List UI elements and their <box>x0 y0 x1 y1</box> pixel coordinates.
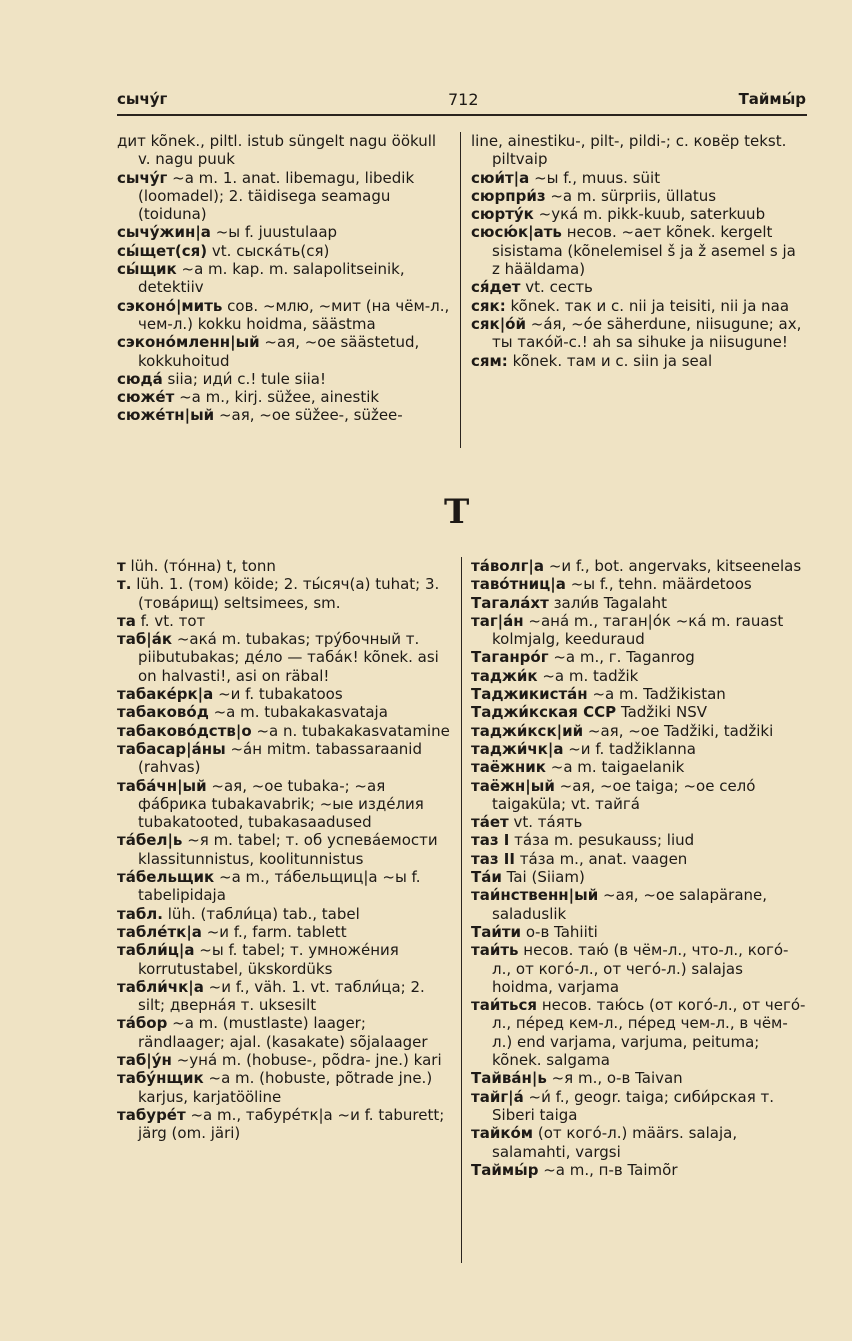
entry-headword: табу́нщик <box>117 1069 204 1088</box>
dictionary-entry <box>117 132 450 169</box>
entry-headword: таи́ть <box>471 941 519 960</box>
entry-definition: ~а m. sürpriis, üllatus <box>550 186 717 205</box>
dictionary-entry <box>117 868 450 905</box>
entry-definition: ~а m. 1. anat. libemagu, libedik (loomadel); 2. täidisega seamagu (toiduna) <box>138 168 415 224</box>
entry-definition: ~и f., väh. 1. vt. табли́ца; 2. silt; дверна́я т. uksesilt <box>138 977 425 1015</box>
dictionary-entry <box>117 740 450 777</box>
dictionary-entry <box>471 205 807 223</box>
dictionary-entry <box>471 1124 807 1161</box>
dictionary-entry <box>117 831 450 868</box>
dictionary-entry <box>117 406 450 424</box>
column-divider-bottom <box>461 557 462 1263</box>
entry-definition: ~а m. taigaelanik <box>550 758 685 777</box>
entry-headword: таёжник <box>471 758 546 777</box>
entry-headword: сычу́г <box>117 168 168 187</box>
entry-definition: ~и f., farm. tablett <box>206 922 347 941</box>
dictionary-entry <box>117 978 450 1015</box>
entry-headword: таба́чн|ый <box>117 776 207 795</box>
entry-headword: сюже́т <box>117 388 175 407</box>
entry-definition: ~а m., п-в Taimõr <box>543 1160 678 1179</box>
entry-headword: Тагала́хт <box>471 593 549 612</box>
dictionary-entry <box>117 1014 450 1051</box>
dictionary-entry <box>117 703 450 721</box>
entry-definition: ~ана́ m., таган|о́к ~ка́ m. rauast kolmjalg, keeduraud <box>492 611 784 649</box>
dictionary-entry <box>117 260 450 297</box>
entry-headword: сюрту́к <box>471 205 534 224</box>
dictionary-entry <box>117 685 450 703</box>
dictionary-entry <box>471 594 807 612</box>
dictionary-entry <box>471 1069 807 1087</box>
entry-definition: kõnek. там и с. siin ja seal <box>512 351 713 370</box>
dictionary-entry <box>471 777 807 814</box>
entry-definition: Tai (Siiam) <box>506 868 585 887</box>
entry-definition: kõnek. так и с. nii ja teisiti, nii ja naa <box>510 296 790 315</box>
entry-headword: т. <box>117 575 132 594</box>
entry-definition: ~ы f., muus. süit <box>534 168 661 187</box>
entry-headword: ся́дет <box>471 278 521 297</box>
entry-headword: сы́щет(ся) <box>117 241 208 260</box>
entry-headword: тайг|а́ <box>471 1087 524 1106</box>
dictionary-entry <box>117 297 450 334</box>
entry-definition: ~ая, ~ое süžee-, süžee- <box>218 406 403 425</box>
entry-headword: сэконо́мленн|ый <box>117 333 260 352</box>
dictionary-entry <box>117 722 450 740</box>
entry-definition: ~а m., та́бельщиц|а ~ы f. tabelipidaja <box>138 868 421 905</box>
dictionary-entry <box>471 685 807 703</box>
dictionary-entry <box>471 132 807 169</box>
entry-definition: ~а́я, ~о́е säherdune, niisugune; ах, ты тако́й-с.! ah sa sihuke ja niisugune! <box>492 314 802 352</box>
entry-definition: ~а m., г. Taganrog <box>553 648 695 667</box>
entry-headword: Таганро́г <box>471 648 549 667</box>
dictionary-entry <box>117 905 450 923</box>
dictionary-entry <box>471 575 807 593</box>
entry-definition: ~ы f., tehn. määrdetoos <box>570 575 752 594</box>
entry-headword: Таджикиста́н <box>471 685 588 704</box>
bottom-right-column <box>471 557 807 1179</box>
dictionary-entry <box>471 667 807 685</box>
entry-headword: таи́нственн|ый <box>471 886 599 905</box>
entry-headword: табаково́дств|о <box>117 721 252 740</box>
dictionary-entry <box>471 886 807 923</box>
entry-definition: дит kõnek., piltl. istub süngelt nagu öökull v. nagu puuk <box>117 132 437 169</box>
entry-headword: тайко́м <box>471 1124 534 1143</box>
dictionary-entry <box>117 1069 450 1106</box>
entry-definition: f. vt. тот <box>140 611 206 630</box>
dictionary-entry <box>471 1161 807 1179</box>
entry-headword: табуре́т <box>117 1105 186 1124</box>
entry-definition: ~а m. tadžik <box>542 666 639 685</box>
entry-definition: несов. таю́сь (от кого́-л., от чего́-л., пе́ред кем-л., пе́ред чем-л., в чём-л.) end varjama, varjuma, peituma; kõnek. salgama <box>492 996 806 1070</box>
top-left-column <box>117 132 450 425</box>
entry-headword: сюсю́к|ать <box>471 223 562 242</box>
entry-definition: ~и f., bot. angervaks, kitseenelas <box>548 557 802 575</box>
entry-headword: таи́ться <box>471 996 538 1015</box>
entry-definition: ~а m., табуре́тк|а ~и f. taburett; järg (om. järi) <box>138 1105 445 1143</box>
entry-headword: таг|а́н <box>471 611 524 630</box>
dictionary-entry <box>471 315 807 352</box>
entry-definition: ~и f. tadžiklanna <box>568 739 696 758</box>
entry-headword: сы́щик <box>117 260 177 279</box>
entry-headword: та́бел|ь <box>117 831 183 850</box>
dictionary-entry <box>117 557 450 575</box>
dictionary-entry <box>117 923 450 941</box>
entry-headword: таджи́кск|ий <box>471 721 584 740</box>
entry-definition: ~и́ f., geogr. taiga; сиби́рская т. Siberi taiga <box>492 1087 774 1124</box>
entry-definition: line, ainestiku-, pilt-, pildi-; с. ковёр tekst. piltvaip <box>471 132 787 169</box>
entry-definition: ~ая, ~ое salapärane, saladuslik <box>492 886 768 923</box>
entry-headword: табаке́рк|а <box>117 685 214 704</box>
dictionary-entry <box>117 333 450 370</box>
dictionary-entry <box>471 297 807 315</box>
entry-headword: сэконо́|мить <box>117 296 223 315</box>
dictionary-entry <box>471 740 807 758</box>
entry-definition: vt. сыска́ть(ся) <box>211 241 330 260</box>
entry-headword: табли́чк|а <box>117 977 204 996</box>
entry-definition: ~ы f. juustulaap <box>215 223 338 242</box>
entry-definition: lüh. (табли́ца) tab., tabel <box>167 904 360 923</box>
entry-definition: Tadžiki NSV <box>620 703 707 722</box>
entry-definition: ~а n. tubakakasvatamine <box>256 721 450 740</box>
page-number: 712 <box>448 90 479 109</box>
dictionary-entry <box>117 630 450 685</box>
entry-headword: та <box>117 611 136 630</box>
dictionary-entry <box>471 648 807 666</box>
entry-definition: ~а́н mitm. tabassaraanid (rahvas) <box>138 739 422 777</box>
entry-headword: сюда́ <box>117 369 163 388</box>
entry-headword: табл. <box>117 904 163 923</box>
entry-headword: сюже́тн|ый <box>117 406 215 425</box>
entry-headword: сюрпри́з <box>471 186 546 205</box>
entry-definition: та́за m. pesukauss; liud <box>514 831 695 850</box>
header-right-guideword: Таймы́р <box>738 90 806 108</box>
entry-headword: сычу́жин|а <box>117 223 211 242</box>
entry-definition: (от кого́-л.) määrs. salaja, salamahti, vargsi <box>492 1124 738 1161</box>
section-letter: Т <box>444 492 470 532</box>
entry-headword: таёжн|ый <box>471 776 555 795</box>
entry-definition: ~ака́ m. tubakas; тру́бочный т. piibutubakas; де́ло — таба́к! kõnek. asi on halvasti!, asi on räbal! <box>138 630 439 685</box>
entry-headword: сюи́т|а <box>471 168 530 187</box>
entry-definition: ~ая, ~ое taiga; ~ое село́ taigaküla; vt. тайга́ <box>492 776 756 813</box>
dictionary-entry <box>471 758 807 776</box>
entry-headword: Таджи́кская ССР <box>471 703 617 722</box>
entry-headword: таджи́чк|а <box>471 739 564 758</box>
entry-headword: таз I <box>471 831 510 850</box>
entry-definition: несов. ~ает kõnek. kergelt sisistama (kõnelemisel š ja ž asemel s ja z hääldama) <box>492 223 796 279</box>
entry-definition: сов. ~млю, ~мит (на чём-л., чем-л.) kokku hoidma, säästma <box>138 296 450 333</box>
entry-definition: та́за m., anat. vaagen <box>519 849 688 868</box>
entry-headword: табле́тк|а <box>117 922 202 941</box>
entry-headword: та́ет <box>471 813 509 832</box>
dictionary-entry <box>471 187 807 205</box>
dictionary-entry <box>471 941 807 996</box>
dictionary-entry <box>117 242 450 260</box>
entry-headword: сям: <box>471 351 508 370</box>
entry-definition: vt. та́ять <box>513 813 583 832</box>
dictionary-entry <box>471 352 807 370</box>
entry-definition: о-в Tahiiti <box>525 922 598 941</box>
entry-headword: таз II <box>471 849 515 868</box>
entry-headword: сяк: <box>471 296 506 315</box>
dictionary-entry <box>117 223 450 241</box>
entry-headword: Таймы́р <box>471 1160 539 1179</box>
entry-headword: табли́ц|а <box>117 941 195 960</box>
entry-headword: Та́и <box>471 868 502 887</box>
dictionary-entry <box>117 1051 450 1069</box>
entry-headword: та́волг|а <box>471 557 545 575</box>
entry-definition: несов. таю́ (в чём-л., что-л., кого́-л., от кого́-л., от чего́-л.) salajas hoidma, varjama <box>492 941 789 996</box>
dictionary-entry <box>471 813 807 831</box>
entry-definition: ~я m. tabel; т. об успева́емости klassitunnistus, koolitunnistus <box>138 831 438 868</box>
header-left-guideword: сычу́г <box>117 90 168 108</box>
entry-definition: ~а m. kap. m. salapolitseinik, detektiiv <box>138 260 405 297</box>
entry-headword: та́бор <box>117 1014 168 1033</box>
entry-definition: ~ая, ~ое Tadžiki, tadžiki <box>587 721 774 740</box>
entry-headword: таво́тниц|а <box>471 575 566 594</box>
dictionary-entry <box>471 923 807 941</box>
dictionary-entry <box>117 941 450 978</box>
top-right-column <box>471 132 807 370</box>
dictionary-entry <box>117 612 450 630</box>
dictionary-entry <box>471 612 807 649</box>
header-rule <box>117 114 807 116</box>
entry-headword: та́бельщик <box>117 868 215 887</box>
entry-definition: vt. сесть <box>525 278 593 297</box>
entry-headword: т <box>117 557 126 575</box>
dictionary-entry <box>471 996 807 1069</box>
column-divider-top <box>460 132 461 448</box>
entry-definition: ~а m. (mustlaste) laager; rändlaager; ajal. (kasakate) sõjalaager <box>138 1014 428 1051</box>
dictionary-entry <box>471 169 807 187</box>
dictionary-entry <box>117 1106 450 1143</box>
entry-definition: ~а m., kirj. süžee, ainestik <box>179 388 380 407</box>
dictionary-entry <box>117 388 450 406</box>
entry-definition: ~я m., о-в Taivan <box>551 1069 683 1088</box>
dictionary-entry <box>471 722 807 740</box>
entry-definition: ~и f. tubakatoos <box>218 685 343 704</box>
dictionary-entry <box>471 223 807 278</box>
entry-definition: ~а m. (hobuste, põtrade jne.) karjus, karjatööline <box>138 1069 433 1106</box>
dictionary-entry <box>471 850 807 868</box>
entry-headword: табасар|а́ны <box>117 739 226 758</box>
entry-definition: ~а m. tubakakasvataja <box>213 703 388 722</box>
bottom-left-column <box>117 557 450 1143</box>
entry-definition: lüh. (то́нна) t, tonn <box>130 557 276 575</box>
dictionary-entry <box>117 370 450 388</box>
dictionary-entry <box>471 831 807 849</box>
entry-headword: табаково́д <box>117 703 209 722</box>
dictionary-entry <box>471 868 807 886</box>
entry-definition: siia; иди́ с.! tule siia! <box>167 369 327 388</box>
entry-definition: зали́в Tagalaht <box>553 593 668 612</box>
dictionary-entry <box>471 278 807 296</box>
dictionary-entry <box>117 575 450 612</box>
entry-headword: сяк|о́й <box>471 314 526 333</box>
entry-headword: таджи́к <box>471 666 538 685</box>
entry-definition: ~ая, ~ое tubaka-; ~ая фа́брика tubakavabrik; ~ые изде́лия tubakatooted, tubakasaadused <box>138 776 424 832</box>
dictionary-entry <box>471 703 807 721</box>
entry-definition: ~ука́ m. pikk-kuub, saterkuub <box>538 205 766 224</box>
entry-headword: Таи́ти <box>471 922 522 941</box>
dictionary-entry <box>117 777 450 832</box>
entry-definition: ~а m. Tadžikistan <box>592 685 726 704</box>
dictionary-entry <box>471 557 807 575</box>
entry-definition: lüh. 1. (том) köide; 2. ты́сяч(а) tuhat; 3. (това́рищ) seltsimees, sm. <box>136 575 440 612</box>
entry-definition: ~ая, ~ое säästetud, kokkuhoitud <box>138 333 420 370</box>
entry-headword: таб|у́н <box>117 1051 172 1070</box>
entry-headword: Тайва́н|ь <box>471 1069 547 1088</box>
dictionary-entry <box>117 169 450 224</box>
dictionary-entry <box>471 1088 807 1125</box>
entry-definition: ~ы f. tabel; т. умноже́ния korrutustabel, ükskordüks <box>138 941 399 978</box>
entry-definition: ~уна́ m. (hobuse-, põdra- jne.) kari <box>176 1051 442 1070</box>
entry-headword: таб|а́к <box>117 630 173 649</box>
